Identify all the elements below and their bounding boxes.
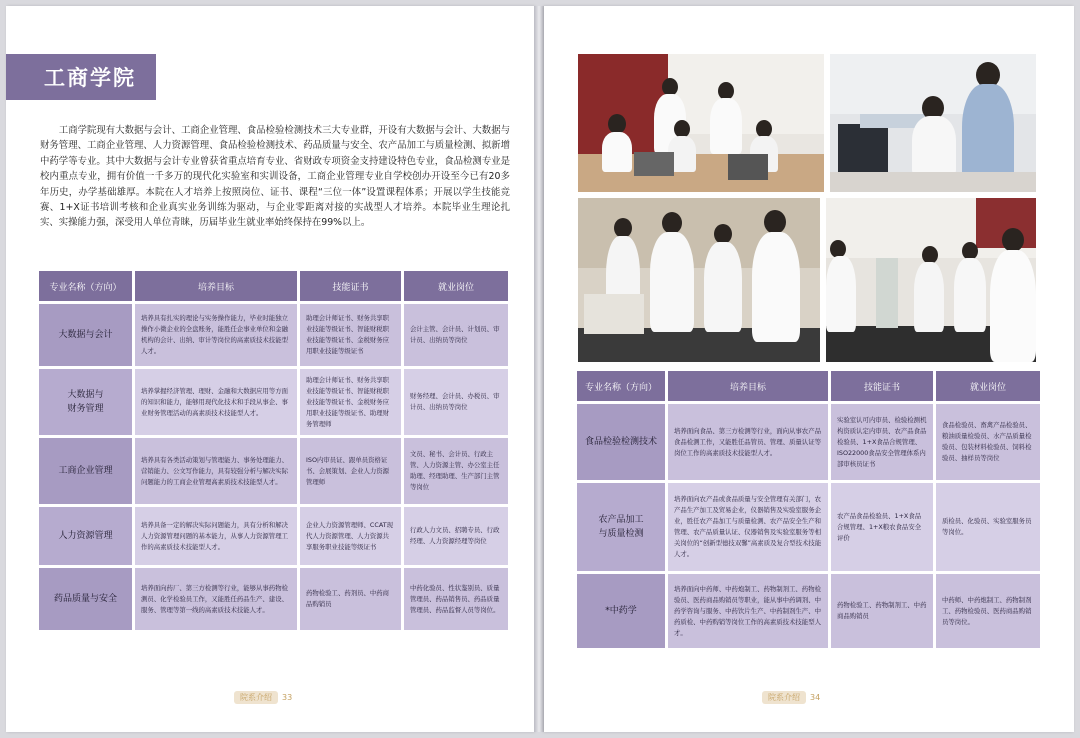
- table-row: [577, 404, 1040, 480]
- book-spine: [534, 6, 544, 732]
- skill-certificates: 助理会计师证书、财务共享职业技能等级证书、智能财税职业技能等级证书、金税财务应用职业技能等级证书、助理财务管理师: [300, 369, 401, 435]
- employment-positions: 中药师、中药炮制工、药物制剂工、药物检验员、医药商品购销员等岗位。: [936, 574, 1040, 648]
- major-name: 农产品加工 与质量检测: [577, 483, 665, 571]
- page-number: 34: [810, 693, 821, 702]
- chemistry-lab-photo: [578, 198, 820, 362]
- table-row: [39, 369, 508, 435]
- major-name: 药品质量与安全: [39, 568, 132, 630]
- major-name: 人力资源管理: [39, 507, 132, 565]
- column-header: 培养目标: [135, 271, 297, 301]
- training-goal: 培养面向药厂、第三方检测等行业，能够从事药物检测员、化学检验员工作，又能胜任药品生产、建设、服务、管理等第一线的高素质技术技能人才。: [135, 568, 297, 630]
- training-goal: 培养具备一定的解决实际问题能力，具有分析和解决人力资源管理问题的基本能力，从事人力资源管理工作的高素质技术技能型人才。: [135, 507, 297, 565]
- table-header-row: [577, 371, 1040, 401]
- skill-certificates: 农产品食品检验员、1+X食品合规管理、1+X粮农食品安全评价: [831, 483, 933, 571]
- major-name: 大数据与 财务管理: [39, 369, 132, 435]
- classroom-photo: [578, 54, 824, 192]
- footer-label: 院系介绍: [234, 691, 278, 704]
- skill-certificates: 助理会计师证书、财务共享职业技能等级证书、智能财税职业技能等级证书、金税财务应用职业技能等级证书: [300, 304, 401, 366]
- training-goal: 培养面向中药师、中药炮制工、药物制剂工、药物检验员、医药商品购销员等职业，能从事中药调剂、中药学咨询与服务、中药饮片生产、中药制剂生产、中药质检、中药购销等岗位工作的高素质技术技能型人才。: [668, 574, 828, 648]
- employment-positions: 行政人力文员、招聘专员、行政经理、人力资源经理等岗位: [404, 507, 508, 565]
- table-row: [39, 507, 508, 565]
- employment-positions: 中药化验员、性状鉴别员、质量管理员、药品销售员、药品质量管理员、药品监督人员等岗位。: [404, 568, 508, 630]
- right-page: [544, 6, 1074, 732]
- column-header: 就业岗位: [404, 271, 508, 301]
- skill-certificates: 药物检验工、药剂员、中药商品购销员: [300, 568, 401, 630]
- table-row: [577, 483, 1040, 571]
- employment-positions: 文员、秘书、会计员、行政主管、人力资源主管、办公室主任助理、经理助理、生产部门主管等岗位: [404, 438, 508, 504]
- employment-positions: 财务经理、会计员、办税员、审计员、出纳员等岗位: [404, 369, 508, 435]
- college-title: 工商学院: [6, 54, 156, 100]
- employment-positions: 质检员、化验员、实验室服务员等岗位。: [936, 483, 1040, 571]
- page-number: 33: [282, 693, 293, 702]
- table-row: [39, 304, 508, 366]
- page-footer: [234, 691, 292, 704]
- training-goal: 培养具有扎实的理论与实务操作能力，毕业时能独立操作小微企业的全盘账务，能胜任企事业单位和金融机构的会计、出纳、审计等岗位的高素质技术技能型人才。: [135, 304, 297, 366]
- footer-label: 院系介绍: [762, 691, 806, 704]
- training-goal: 培养掌握经济管理、理财、金融和大数据应用等方面的知识和能力，能够用现代化技术和手段从事企、事业财务管理活动的高素质技术技能型人才。: [135, 369, 297, 435]
- column-header: 专业名称（方向）: [39, 271, 132, 301]
- employment-positions: 食品检验员、畜禽产品检验员、粮油质量检验员、水产品质量检验员、包装材料检验员、饲料检验员、抽样员等岗位: [936, 404, 1040, 480]
- column-header: 培养目标: [668, 371, 828, 401]
- table-header-row: [39, 271, 508, 301]
- skill-certificates: 实验室认可内审员、检验检测机构资质认定内审员、农产品食品检验员、1+X食品合规管理、ISO22000食品安全管理体系内部审核员证书: [831, 404, 933, 480]
- skill-certificates: 企业人力资源管理师、CCAT现代人力资源管理、人力资源共享服务职业技能等级证书: [300, 507, 401, 565]
- training-goal: 培养具有各类活动策划与管理能力、事务处理能力、营销能力、公文写作能力，具有较强分析与解决实际问题能力的工商企业管理高素质技术技能型人才。: [135, 438, 297, 504]
- column-header: 就业岗位: [936, 371, 1040, 401]
- major-name: 工商企业管理: [39, 438, 132, 504]
- left-page: [6, 6, 534, 732]
- table-row: [39, 438, 508, 504]
- table-row: [39, 568, 508, 630]
- majors-table: [36, 268, 511, 633]
- column-header: 专业名称（方向）: [577, 371, 665, 401]
- page-footer: [762, 691, 820, 704]
- major-name: 食品检验检测技术: [577, 404, 665, 480]
- college-intro: 工商学院现有大数据与会计、工商企业管理、食品检验检测技术三大专业群，开设有大数据与会计、大数据与财务管理、工商企业管理、人力资源管理、食品检验检测技术、药品质量与安全、农产品加工与质量检测、拟新增中药学等专业。其中大数据与会计专业曾获省重点培育专业、省财政专项资金支持建设特色专业，食品检测专业是校内重点专业，拥有价值一千多万的现代化实验室和实训设备，工商企业管理专业自学校创办开设至今已有20多年历史，办学基础雄厚。本院在人才培养上按照岗位、证书、课程“三位一体”设置课程体系；开展以学生技能竞赛、1+X证书培训考核和企业真实业务训练为驱动，与企业零距离对接的实战型人才培养。本院毕业生理论扎实、实操能力强，深受用人单位青睐，历届毕业生就业率始终保持在99%以上。: [40, 125, 510, 229]
- skill-certificates: 药物检验工、药物制剂工、中药商品购销员: [831, 574, 933, 648]
- column-header: 技能证书: [300, 271, 401, 301]
- column-header: 技能证书: [831, 371, 933, 401]
- training-goal: 培养面向食品、第三方检测等行业，面向从事农产品食品检测工作，又能胜任品管员、管理、质量认证等岗位工作的高素质技术技能型人才。: [668, 404, 828, 480]
- skill-certificates: ISO内审员证、跟单员资格证书、会展策划、企业人力资源管理师: [300, 438, 401, 504]
- table-row: [577, 574, 1040, 648]
- major-name: *中药学: [577, 574, 665, 648]
- training-goal: 培养面向农产品或食品质量与安全管理有关部门，农产品生产加工及贸易企业，仪器销售及实验室服务企业，胜任农产品加工与质量检测、农产品安全生产和管理、农产品质量认证、仪器销售及实验室服务等相关岗位的“创新型德技双馨”高素质及复合型技术技能人才。: [668, 483, 828, 571]
- computer-lab-photo: [830, 54, 1036, 192]
- food-lab-photo: [826, 198, 1036, 362]
- employment-positions: 会计主管、会计员、计划员、审计员、出纳员等岗位: [404, 304, 508, 366]
- majors-table: [574, 368, 1043, 651]
- major-name: 大数据与会计: [39, 304, 132, 366]
